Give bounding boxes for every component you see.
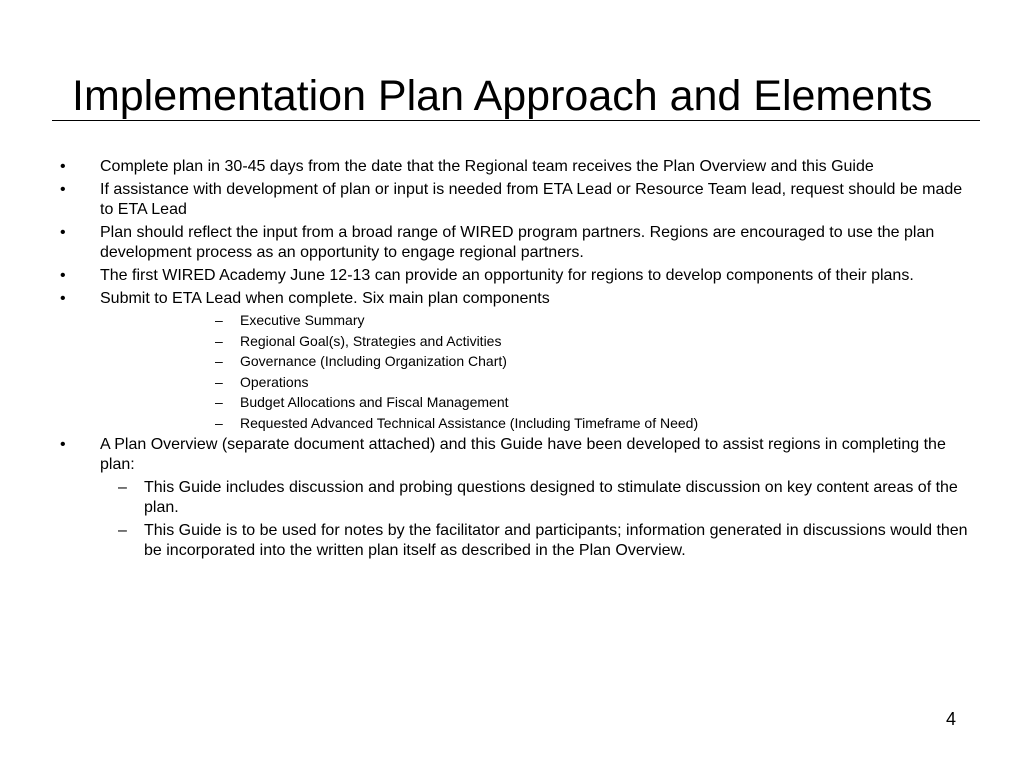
dash-marker: – [118,479,127,496]
bullet-marker: • [60,158,66,175]
dash-marker: – [215,414,223,431]
component-text: Governance (Including Organization Chart) [240,353,507,369]
component-item [60,415,970,433]
component-item [60,333,970,351]
bullet-text: Plan should reflect the input from a broad range of WIRED program partners. Regions are encouraged to use the plan development process as an opportunity to engage regional partners. [100,224,935,261]
page-number: 4 [946,709,957,729]
bullet-item [60,266,970,286]
dash-marker: – [215,312,223,328]
bullet-marker: • [60,181,66,198]
bullet-text: The first WIRED Academy June 12-13 can provide an opportunity for regions to develop components of their plans. [100,267,914,284]
slide-title: Implementation Plan Approach and Elements [72,72,933,120]
bullet-marker: • [60,290,66,307]
dash-marker: – [215,353,223,369]
dash-marker: – [215,394,223,410]
component-text: Executive Summary [240,312,365,328]
component-text: Operations [240,373,309,390]
bullet-item [60,157,970,177]
component-item [60,394,970,412]
component-text: Budget Allocations and Fiscal Management [240,394,509,410]
bullet-marker: • [60,436,66,453]
component-text: Requested Advanced Technical Assistance (Including Timeframe of Need) [240,414,699,431]
component-item [60,312,970,330]
bullet-marker: • [60,224,66,241]
component-item [60,374,970,392]
sub-bullet-text: This Guide is to be used for notes by the facilitator and participants; information generated in discussions would then be incorporated into the written plan itself as described in the Plan Overview. [144,522,968,559]
dash-marker: – [215,373,223,390]
bullet-item [60,435,970,475]
bullet-text: Submit to ETA Lead when complete. Six main plan components [100,290,550,307]
dash-marker: – [215,332,223,349]
bullet-text: If assistance with development of plan or input is needed from ETA Lead or Resource Team lead, request should be made to ETA Lead [100,181,963,218]
title-underline [52,120,980,121]
bullet-text: Complete plan in 30-45 days from the date that the Regional team receives the Plan Overview and this Guide [100,158,874,175]
bullet-marker: • [60,267,66,284]
sub-bullet-text: This Guide includes discussion and probing questions designed to stimulate discussion on key content areas of the plan. [144,479,958,516]
bullet-item [60,180,970,220]
bullet-text: A Plan Overview (separate document attached) and this Guide have been developed to assist regions in completing the plan: [100,436,946,473]
bullet-item [60,223,970,263]
component-text: Regional Goal(s), Strategies and Activities [240,332,502,349]
dash-marker: – [118,522,127,539]
slide-body [60,157,970,564]
sub-bullet-item [60,521,970,561]
bullet-item [60,289,970,309]
component-item [60,353,970,371]
sub-bullet-item [60,478,970,518]
